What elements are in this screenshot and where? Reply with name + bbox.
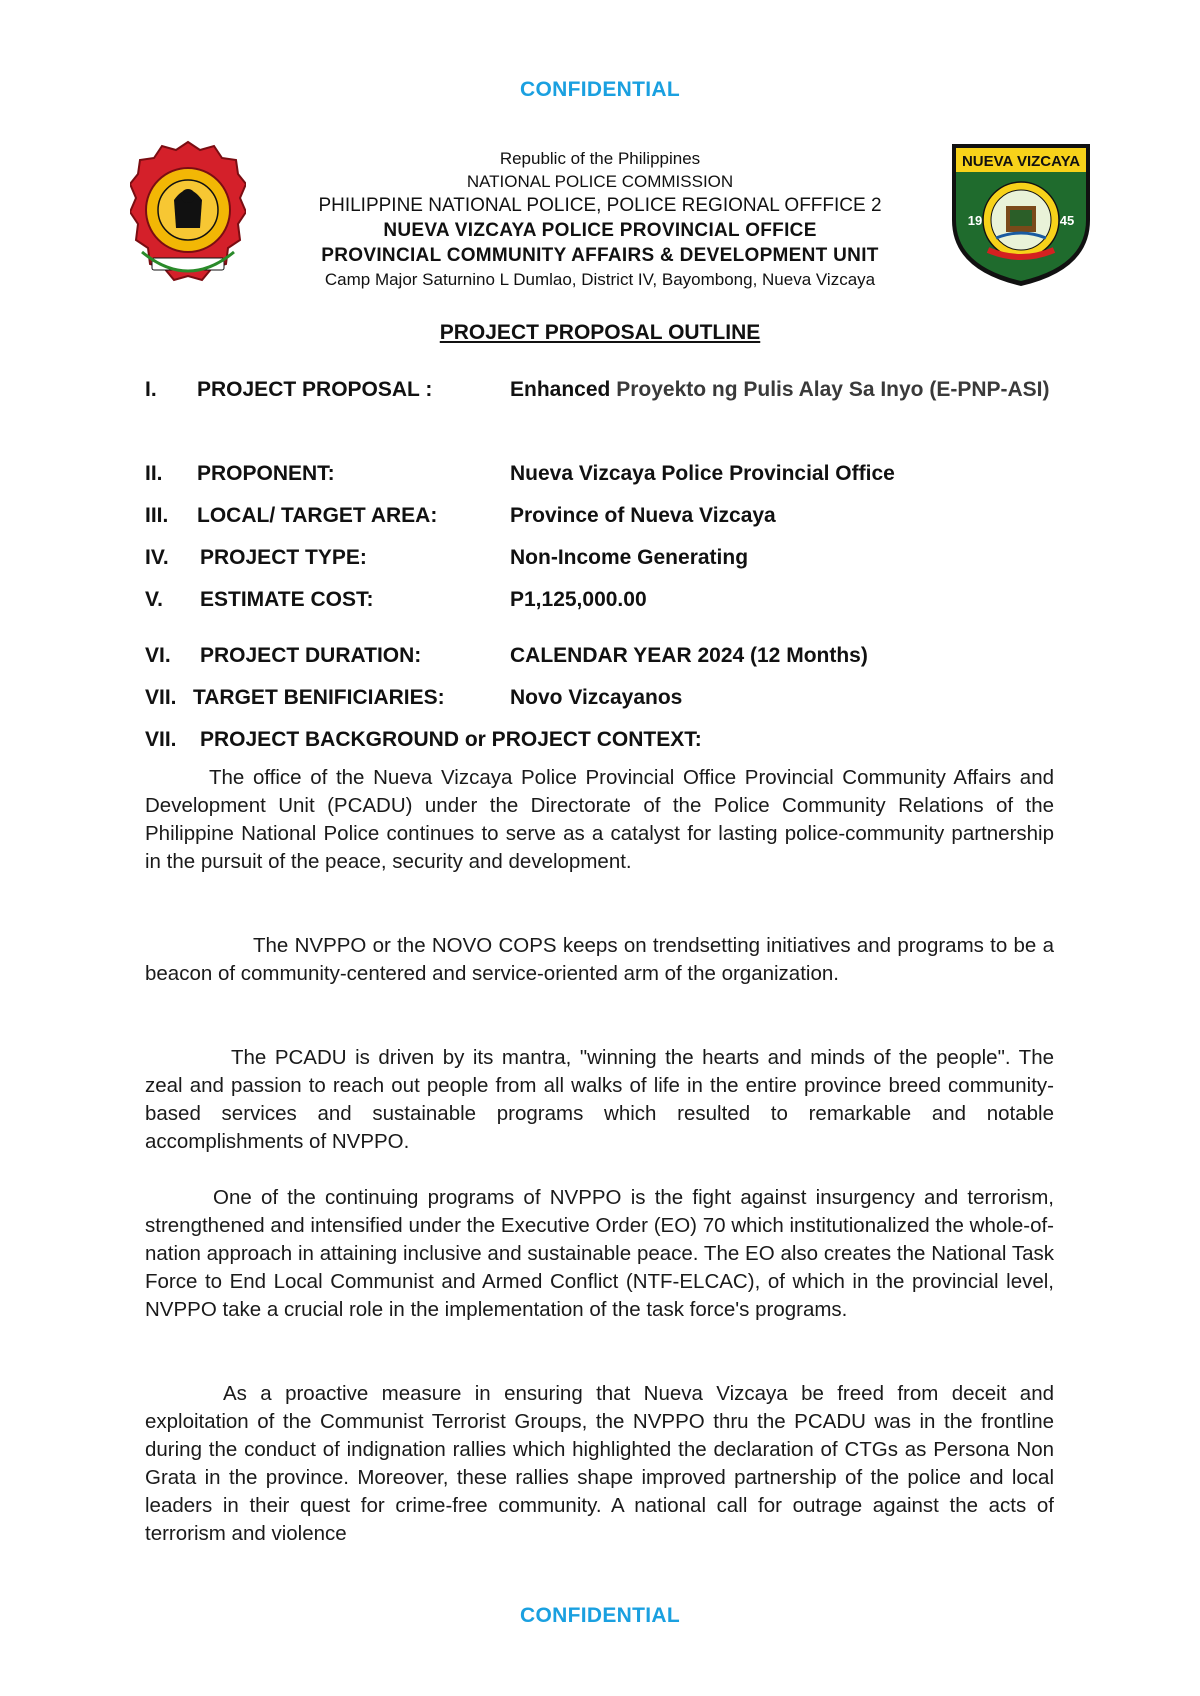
outline-value (510, 375, 1050, 404)
outline-number: VI. (145, 644, 171, 667)
outline-value: Novo Vizcayanos (510, 686, 683, 709)
outline-number: IV. (145, 546, 169, 569)
svg-text:45: 45 (1059, 213, 1075, 228)
pnp-seal-icon (130, 140, 246, 290)
outline-label: PROJECT DURATION: (200, 644, 422, 667)
outline-value: Nueva Vizcaya Police Provincial Office (510, 462, 895, 485)
outline-label: PROJECT TYPE: (200, 546, 367, 569)
outline-number: VII. (145, 686, 177, 709)
outline-number: VII. (145, 728, 177, 751)
paragraph-5: As a proactive measure in ensuring that Nueva Vizcaya be freed from deceit and exploitation of the Communist Terrorist Groups, the NVPPO thru the PCADU was in the frontline during the conduct of indignation rallies which highlighted the declaration of CTGs as Persona Non Grata in the province. Moreover, these rallies shape improved partnership of the police and local leaders in their quest for crime-free community. A national call for outrage against the acts of terrorism and violence (145, 1382, 1054, 1545)
outline-label: TARGET BENIFICIARIES: (193, 686, 445, 709)
outline-value: P1,125,000.00 (510, 588, 647, 611)
outline-value: CALENDAR YEAR 2024 (12 Months) (510, 644, 868, 667)
outline-value-lead: Enhanced (510, 378, 617, 401)
outline-label: ESTIMATE COST: (200, 588, 374, 611)
outline-number: I. (145, 378, 157, 401)
svg-text:19: 19 (967, 213, 983, 228)
outline-number: V. (145, 588, 163, 611)
outline-label: PROJECT PROPOSAL : (197, 378, 433, 401)
confidential-header: CONFIDENTIAL (520, 78, 680, 101)
paragraph-3: The PCADU is driven by its mantra, "winning the hearts and minds of the people". The zeal and passion to reach out people from all walks of life in the entire province breed community-based services and sustainable programs which resulted to remarkable and notable accomplishments of NVPPO. (145, 1046, 1054, 1153)
paragraph-1: The office of the Nueva Vizcaya Police Provincial Office Provincial Community Affairs and Development Unit (PCADU) under the Directorate of the Police Community Relations of the Philippine National Police continues to serve as a catalyst for lasting police-community partnership in the pursuit of the peace, security and development. (145, 766, 1054, 873)
outline-number: III. (145, 504, 169, 527)
letterhead-napolcom: NATIONAL POLICE COMMISSION (466, 172, 734, 191)
letterhead-pcadu: PROVINCIAL COMMUNITY AFFAIRS & DEVELOPMENT UNIT (321, 245, 879, 266)
outline-value: Non-Income Generating (510, 546, 749, 569)
outline-label: LOCAL/ TARGET AREA: (197, 504, 438, 527)
outline-number: II. (145, 462, 163, 485)
outline-label: PROPONENT: (197, 462, 335, 485)
nueva-vizcaya-badge-icon (946, 140, 1096, 288)
letterhead-address: Camp Major Saturnino L Dumlao, District IV, Bayombong, Nueva Vizcaya (324, 270, 876, 289)
outline-value: Province of Nueva Vizcaya (510, 504, 776, 527)
paragraph-2: The NVPPO or the NOVO COPS keeps on trendsetting initiatives and programs to be a beacon of community-centered and service-oriented arm of the organization. (145, 934, 1054, 985)
document-title: PROJECT PROPOSAL OUTLINE (439, 321, 761, 344)
letterhead-provincial-office: NUEVA VIZCAYA POLICE PROVINCIAL OFFICE (383, 220, 817, 241)
letterhead (250, 147, 950, 291)
letterhead-republic: Republic of the Philippines (499, 149, 701, 168)
confidential-footer: CONFIDENTIAL (520, 1604, 680, 1627)
outline-value-rest: Proyekto ng Pulis Alay Sa Inyo (E-PNP-ASI) (616, 378, 1050, 401)
letterhead-pnp-regional: PHILIPPINE NATIONAL POLICE, POLICE REGIONAL OFFFICE 2 (318, 195, 882, 216)
outline-label: PROJECT BACKGROUND or PROJECT CONTEXT: (200, 728, 702, 751)
paragraph-4: One of the continuing programs of NVPPO is the fight against insurgency and terrorism, strengthened and intensified under the Executive Order (EO) 70 which institutionalized the whole-of-nation approach in attaining inclusive and sustainable peace. The EO also creates the National Task Force to End Local Communist and Armed Conflict (NTF-ELCAC), of which in the provincial level, NVPPO take a crucial role in the implementation of the task force's programs. (145, 1186, 1054, 1321)
svg-text:NUEVA VIZCAYA: NUEVA VIZCAYA (961, 153, 1081, 170)
